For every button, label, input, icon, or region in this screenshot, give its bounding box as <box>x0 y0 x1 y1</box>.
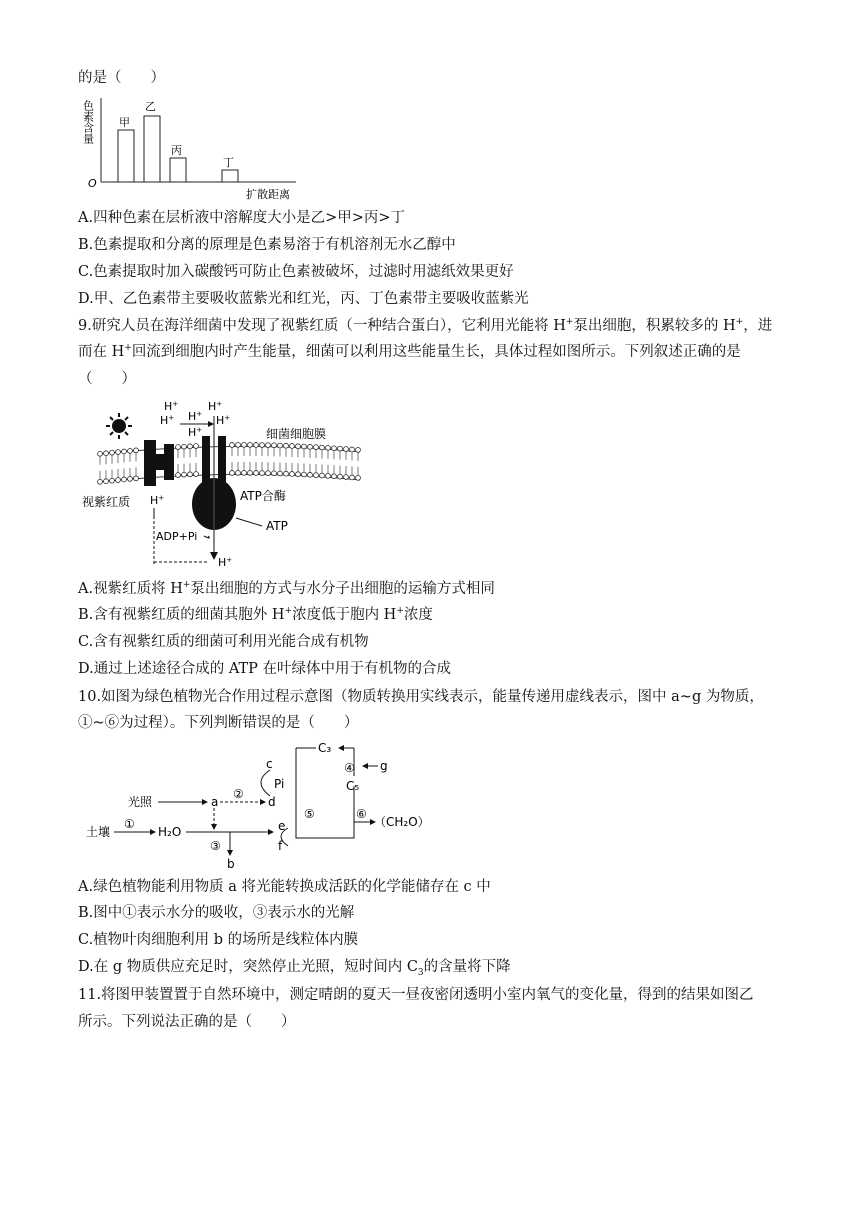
lipid-head <box>350 447 355 452</box>
bar-label-yi: 乙 <box>145 100 156 113</box>
h-ion-label: H+ <box>188 410 203 423</box>
lipid-head <box>326 445 331 450</box>
lipid-head <box>278 471 283 476</box>
q10-stem-line2: ①~⑥为过程）。下列判断错误的是（ ） <box>78 715 359 731</box>
q9-option-b: B.含有视紫红质的细菌其胞外 H+浓度低于胞内 H+浓度 <box>78 606 433 623</box>
bar-ding <box>222 170 238 182</box>
q10-option-a: A.绿色植物能利用物质 a 将光能转换成活跃的化学能储存在 c 中 <box>78 879 491 895</box>
lipid-head <box>290 472 295 477</box>
lipid-head <box>320 445 325 450</box>
h-ion-label: H+ <box>160 414 175 427</box>
lipid-head <box>122 477 127 482</box>
bar-jia <box>118 130 134 182</box>
lipid-head <box>332 474 337 479</box>
water-arrowhead <box>268 829 274 835</box>
lipid-head <box>242 442 247 447</box>
lipid-head <box>302 444 307 449</box>
lipid-head <box>236 443 241 448</box>
lipid-head <box>260 443 265 448</box>
q8-option-c: C.色素提取时加入碳酸钙可防止色素被破坏，过滤时用滤纸效果更好 <box>78 264 514 280</box>
bar-yi <box>144 116 160 182</box>
lipid-head <box>254 443 259 448</box>
lipid-head <box>320 473 325 478</box>
q9-stem-line3: （ ） <box>78 371 136 387</box>
light-label: 光照 <box>128 795 153 809</box>
bar-label-ding: 丁 <box>223 156 234 169</box>
q9-option-c: C.含有视紫红质的细菌可利用光能合成有机物 <box>78 634 369 650</box>
label-pi: Pi <box>274 777 285 791</box>
q9-stem-line2: 而在 H+回流到细胞内时产生能量，细菌可以利用这些能量生长，具体过程如图所示。下列叙述正确的是 <box>78 343 741 360</box>
h-ion-label: H+ <box>208 400 223 413</box>
rhodopsin-label: 视紫红质 <box>82 495 131 509</box>
lipid-head <box>296 472 301 477</box>
h-flow-arrowhead <box>208 421 214 427</box>
lipid-head <box>104 451 109 456</box>
lipid-head <box>194 444 199 449</box>
q8-stem-tail: 的是（ ） <box>78 70 165 86</box>
lipid-head <box>230 471 235 476</box>
lipid-head <box>176 473 181 478</box>
lipid-head <box>302 472 307 477</box>
q10-option-c: C.植物叶肉细胞利用 b 的场所是线粒体内膜 <box>78 932 359 948</box>
lipid-head <box>332 446 337 451</box>
rhodopsin-protein <box>144 440 174 486</box>
q8-option-d: D.甲、乙色素带主要吸收蓝紫光和红光，丙、丁色素带主要吸收蓝紫光 <box>78 291 529 307</box>
lipid-head <box>350 475 355 480</box>
q9-stem-line1: 9.研究人员在海洋细菌中发现了视紫红质（一种结合蛋白），它利用光能将 H+泵出细胞，积累较多的 H+，进 <box>78 317 773 334</box>
lipid-head <box>284 443 289 448</box>
lipid-head <box>230 443 235 448</box>
lipid-head <box>314 473 319 478</box>
lipid-heads <box>98 442 361 484</box>
h-ion-label: H+ <box>188 426 203 439</box>
lipid-head <box>134 476 139 481</box>
q11-stem-line2: 所示。下列说法正确的是（ ） <box>78 1014 296 1030</box>
lipid-head <box>344 475 349 480</box>
bar-label-bing: 丙 <box>171 144 182 157</box>
label-g: g <box>380 759 388 773</box>
chart-xlabel: 扩散距离 <box>246 188 290 201</box>
soil-arrowhead <box>150 829 156 835</box>
process-4: ④ <box>344 761 355 775</box>
lipid-head <box>254 471 259 476</box>
h-ion-label: H+ <box>216 414 231 427</box>
lipid-head <box>272 471 277 476</box>
lipid-head <box>326 473 331 478</box>
label-c: c <box>266 757 273 771</box>
lipid-head <box>110 450 115 455</box>
label-c5: C₅ <box>346 779 360 793</box>
lipid-head <box>314 445 319 450</box>
lipid-head <box>344 447 349 452</box>
process-5: ⑤ <box>304 807 315 821</box>
lipid-head <box>296 444 301 449</box>
bar-bing <box>170 158 186 182</box>
lipid-head <box>284 471 289 476</box>
chart-ylabel: 色素含量 <box>81 100 95 144</box>
pigment-bar-chart <box>74 92 314 204</box>
lipid-head <box>182 444 187 449</box>
label-f: f <box>278 839 283 853</box>
lipid-head <box>98 451 103 456</box>
lipid-head <box>272 443 277 448</box>
lipid-head <box>266 471 271 476</box>
label-ch2o: （CH₂O） <box>374 815 430 829</box>
lipid-head <box>356 447 361 452</box>
h-ion-label: H+ <box>218 556 233 569</box>
lipid-head <box>260 471 265 476</box>
chart-origin: O <box>88 177 97 190</box>
lipid-head <box>182 472 187 477</box>
lipid-head <box>134 448 139 453</box>
q11-stem-line1: 11.将图甲装置置于自然环境中，测定晴朗的夏天一昼夜密闭透明小室内氧气的变化量，得到的结果如图乙 <box>78 987 754 1003</box>
adp-arrow <box>204 536 209 538</box>
label-b: b <box>227 857 235 870</box>
lipid-head <box>266 443 271 448</box>
g-arrowhead <box>362 763 368 769</box>
lipid-head <box>110 478 115 483</box>
h-ion-label: H+ <box>150 494 165 507</box>
membrane-label: 细菌细胞膜 <box>266 427 327 441</box>
lipid-head <box>188 444 193 449</box>
lipid-head <box>104 479 109 484</box>
soil-label: 土壤 <box>86 825 111 839</box>
rhodopsin-diagram <box>78 396 378 572</box>
lipid-head <box>242 470 247 475</box>
water-label: H₂O <box>158 825 182 839</box>
photosynthesis-diagram <box>78 738 458 870</box>
q8-option-a: A.四种色素在层析液中溶解度大小是乙>甲>丙>丁 <box>78 210 406 226</box>
h-ion-label: H+ <box>164 400 179 413</box>
label-a: a <box>211 795 219 809</box>
lipid-head <box>176 445 181 450</box>
lipid-head <box>356 475 361 480</box>
q10-option-b: B.图中①表示水分的吸收，③表示水的光解 <box>78 905 355 921</box>
light-arrowhead <box>202 799 208 805</box>
atp-synthase-label: ATP合酶 <box>240 489 286 503</box>
h-channel-arrowhead <box>210 552 218 560</box>
q9-option-a: A.视紫红质将 H+泵出细胞的方式与水分子出细胞的运输方式相同 <box>78 580 495 597</box>
lipid-head <box>116 450 121 455</box>
lipid-head <box>116 478 121 483</box>
lipid-head <box>188 472 193 477</box>
lipid-head <box>278 443 283 448</box>
lipid-head <box>248 443 253 448</box>
process-1: ① <box>124 817 135 831</box>
c3-arrowhead <box>338 745 344 751</box>
lipid-head <box>128 476 133 481</box>
atp-arrow <box>236 518 262 526</box>
lipid-head <box>338 474 343 479</box>
lipid-head <box>338 446 343 451</box>
a-down-arrowhead <box>211 824 217 830</box>
lipid-head <box>122 449 127 454</box>
process-6: ⑥ <box>356 807 367 821</box>
process-2: ② <box>233 787 244 801</box>
sun-icon <box>106 413 132 439</box>
atp-label: ATP <box>266 519 288 533</box>
label-e: e <box>278 819 286 833</box>
q10-stem-line1: 10.如图为绿色植物光合作用过程示意图（物质转换用实线表示，能量传递用虚线表示，图中 a~g 为物质， <box>78 689 764 705</box>
lipid-head <box>308 472 313 477</box>
q10-option-d: D.在 g 物质供应充足时，突然停止光照，短时间内 $C_3$的含量将下降 <box>78 959 511 978</box>
lipid-head <box>98 479 103 484</box>
label-d: d <box>268 795 276 809</box>
process-3: ③ <box>210 839 221 853</box>
bar-label-jia: 甲 <box>119 116 130 129</box>
adp-pi-label: ADP+Pi <box>156 530 198 543</box>
q8-option-b: B.色素提取和分离的原理是色素易溶于有机溶剂无水乙醇中 <box>78 237 456 253</box>
lipid-head <box>128 448 133 453</box>
a-d-arrowhead <box>260 799 266 805</box>
water-b-arrowhead <box>227 850 233 856</box>
lipid-head <box>308 444 313 449</box>
label-c3: C₃ <box>318 741 332 755</box>
lipid-head <box>194 472 199 477</box>
lipid-head <box>290 444 295 449</box>
lipid-head <box>248 471 253 476</box>
lipid-head <box>236 471 241 476</box>
q9-option-d: D.通过上述途径合成的 ATP 在叶绿体中用于有机物的合成 <box>78 661 452 677</box>
c-pi-cycle <box>261 770 270 796</box>
